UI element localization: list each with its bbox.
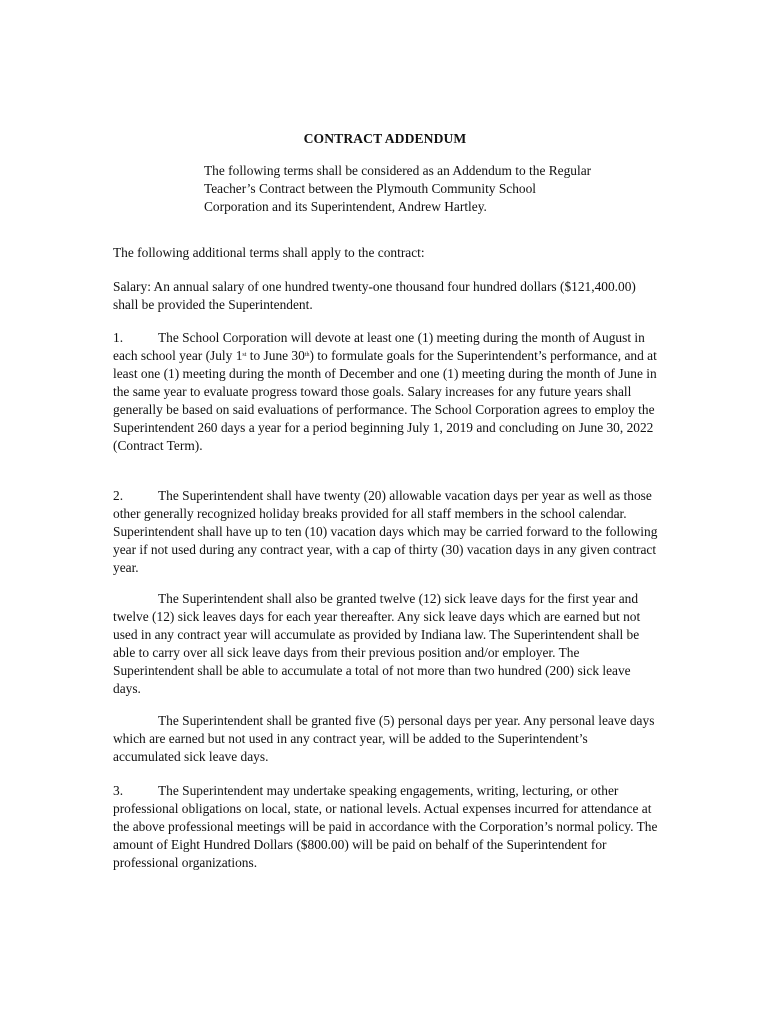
section-1-number: 1. — [113, 330, 124, 345]
section-1-text-c: ) to formulate goals for the Superintendent’s performance, and at least one (1) meeting during the month of December and one (1) meeting during the month of June in the same year to evaluate progress toward those goals. Salary increases for any future years shall generally be based on said evaluations of performance. The School Corporation agrees to employ the Superintendent 260 days a year for a period beginning July 1, 2019 and concluding on June 30, 2022 (Contract Term). — [113, 348, 657, 453]
section-1-paragraph — [113, 329, 658, 455]
section-3-paragraph — [113, 782, 658, 872]
section-1-text-a: The School Corporation will devote at least one (1) meeting during the month of August in each school year (July 1 — [113, 330, 645, 363]
section-1-text-b: to June 30 — [246, 348, 305, 363]
section-2-number: 2. — [113, 488, 124, 503]
salary-paragraph: Salary: An annual salary of one hundred twenty-one thousand four hundred dollars ($121,400.00) shall be provided the Superintendent. — [113, 279, 636, 312]
intro-paragraph: The following additional terms shall apply to the contract: — [113, 245, 425, 260]
preamble-paragraph: The following terms shall be considered as an Addendum to the Regular Teacher’s Contract between the Plymouth Community School Corporation and its Superintendent, Andrew Hartley. — [204, 163, 592, 214]
personal-days-paragraph: The Superintendent shall be granted five (5) personal days per year. Any personal leave days which are earned but not used in any contract year, will be added to the Superintendent’s accumulated sick leave days. — [113, 713, 655, 764]
section-2-text: The Superintendent shall have twenty (20) allowable vacation days per year as well as those other generally recognized holiday breaks provided for all staff members in the school calendar. Superintendent shall have up to ten (10) vacation days which may be carried forward to the following year if not used during any contract year, with a cap of thirty (30) vacation days in any given contract year. — [113, 488, 658, 575]
sick-leave-paragraph: The Superintendent shall also be granted twelve (12) sick leave days for the first year and twelve (12) sick leaves days for each year thereafter. Any sick leave days which are earned but not used in any contract year will accumulate as provided by Indiana law. The Superintendent shall be able to carry over all sick leave days from their previous position and/or employer. The Superintendent shall be able to accumulate a total of not more than two hundred (200) sick leave days. — [113, 591, 641, 696]
document-title: CONTRACT ADDENDUM — [303, 131, 467, 146]
section-1-sup-st: st — [242, 352, 247, 358]
section-2-paragraph — [113, 487, 658, 577]
section-1-sup-th: th — [304, 352, 310, 358]
section-3-text: The Superintendent may undertake speaking engagements, writing, lecturing, or other professional obligations on local, state, or national levels. Actual expenses incurred for attendance at the above professional meetings will be paid in accordance with the Corporation’s normal policy. The amount of Eight Hundred Dollars ($800.00) will be paid on behalf of the Superintendent for professional organizations. — [113, 783, 658, 870]
section-3-number: 3. — [113, 783, 124, 798]
